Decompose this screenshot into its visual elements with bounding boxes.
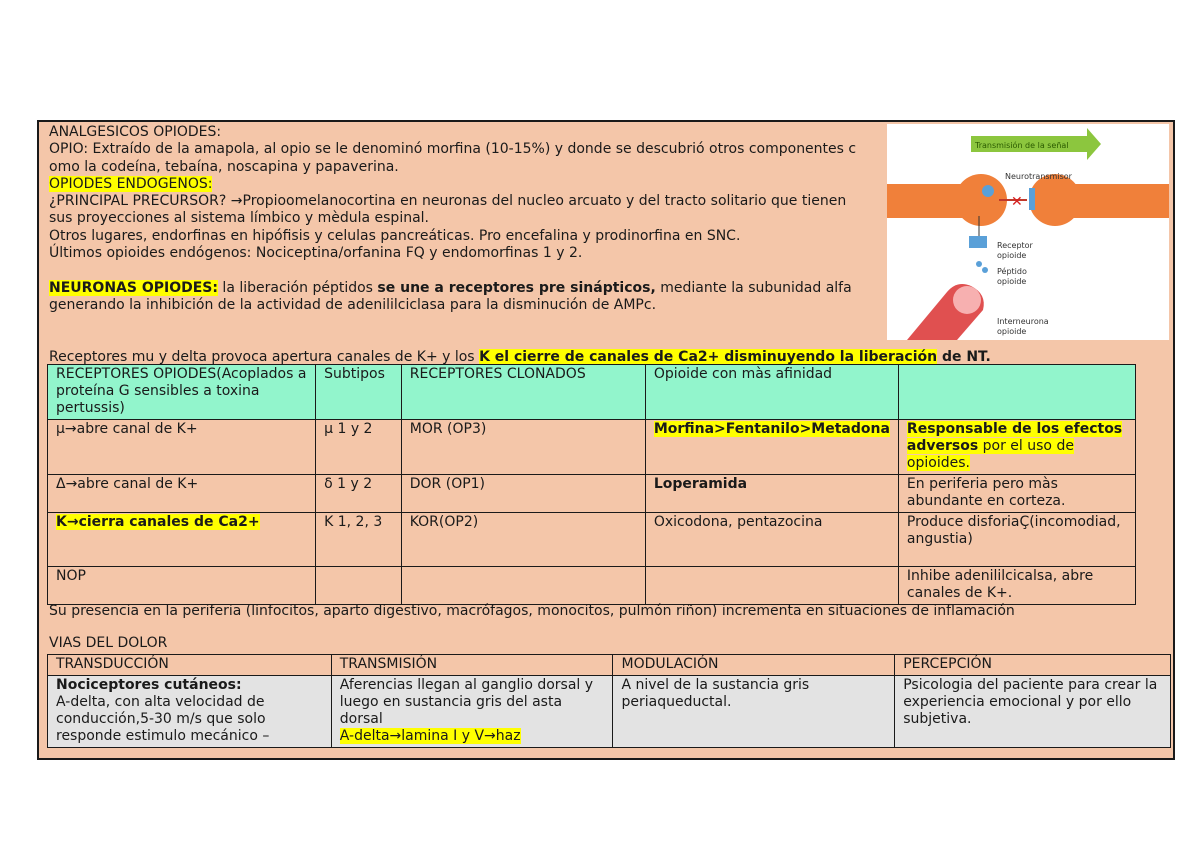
document-page: [37, 120, 1175, 760]
intro-text: [49, 124, 869, 314]
svg-text:Receptor: Receptor: [997, 241, 1033, 250]
svg-text:Péptido: Péptido: [997, 267, 1027, 276]
table-row: μ→abre canal de K+ μ 1 y 2 MOR (OP3) Morfina>Fentanilo>Metadona Responsable de los efectos adversos por el uso de opioides.: [48, 420, 1136, 475]
postsynaptic-neuron: [1029, 174, 1081, 226]
section-title: ANALGESICOS OPIODES:: [49, 124, 222, 140]
receptor-table: [47, 364, 1136, 605]
vias-title: VIAS DEL DOLOR: [49, 635, 168, 651]
receptores-line: Receptores mu y delta provoca apertura canales de K+ y los K el cierre de canales de Ca2+ disminuyendo la liberación de NT.: [49, 349, 991, 365]
lugares-paragraph: Otros lugares, endorfinas en hipófisis y celulas pancreáticas. Pro encefalina y prodinorfina en SNC.: [49, 227, 741, 244]
svg-text:opioide: opioide: [997, 251, 1027, 260]
presencia-paragraph: Su presencia en la periferia (linfocitos, aparto digestivo, macrófagos, monocitos, pulmón riñon) incrementa en situaciones de inflamación: [49, 603, 1015, 619]
opioid-signal-figure: [887, 124, 1169, 340]
table-row: Δ→abre canal de K+ δ 1 y 2 DOR (OP1) Loperamida En periferia pero màs abundante en corteza.: [48, 475, 1136, 513]
table-header-row: RECEPTORES OPIODES(Acoplados a proteína G sensibles a toxina pertussis) Subtipos RECEPTORES CLONADOS Opioide con màs afinidad: [48, 365, 1136, 420]
neurotransmisor-label: Neurotransmisor: [1005, 172, 1072, 181]
table-row: NOP Inhibe adenililcicalsa, abre canales de K+.: [48, 567, 1136, 605]
table-header-row: TRANSDUCCIÓN TRANSMISIÓN MODULACIÓN PERCEPCIÓN: [48, 655, 1171, 676]
signal-label: Transmisión de la señal: [975, 141, 1069, 150]
ultimos-paragraph: Últimos opioides endógenos: Nociceptina/orfanina FQ y endomorfinas 1 y 2.: [49, 245, 583, 262]
opio-paragraph: OPIO: Extraído de la amapola, al opio se le denominó morfina (10-15%) y donde se descubrió otros componentes c omo la codeína, tebaína, noscapina y papaverina.: [49, 141, 857, 175]
svg-text:opioide: opioide: [997, 277, 1027, 286]
svg-text:opioide: opioide: [997, 327, 1027, 336]
vias-table: [47, 654, 1171, 748]
table-row: Nociceptores cutáneos: A-delta, con alta velocidad de conducción,5-30 m/s que solo responde estimulo mecánico – Aferencias llegan al ganglio dorsal y luego en sustancia gris del asta dorsal A-delta→lamina I y V→haz A nivel de la sustancia gris periaqueductal. Psicologia del paciente para crear la experiencia emocional y por ello subjetiva.: [48, 676, 1171, 748]
precursor-paragraph: ¿PRINCIPAL PRECURSOR? →Propioomelanocortina en neuronas del nucleo arcuato y del tracto solitario que tienen sus proyecciones al sistema límbico y mèdula espinal.: [49, 193, 847, 227]
svg-text:✕: ✕: [1011, 194, 1023, 210]
table-row: K→cierra canales de Ca2+ K 1, 2, 3 KOR(OP2) Oxicodona, pentazocina Produce disforiaÇ(incomodiad, angustia): [48, 513, 1136, 567]
endogenos-heading: OPIODES ENDOGENOS:: [49, 175, 213, 192]
receptor-icon: [969, 236, 987, 248]
svg-text:Interneurona: Interneurona: [997, 317, 1049, 326]
neuronas-paragraph: NEURONAS OPIODES: la liberación péptidos se une a receptores pre sinápticos, mediante la subunidad alfa generando la inhibición de la actividad de adenililciclasa para la disminución de AMPc.: [49, 279, 852, 313]
